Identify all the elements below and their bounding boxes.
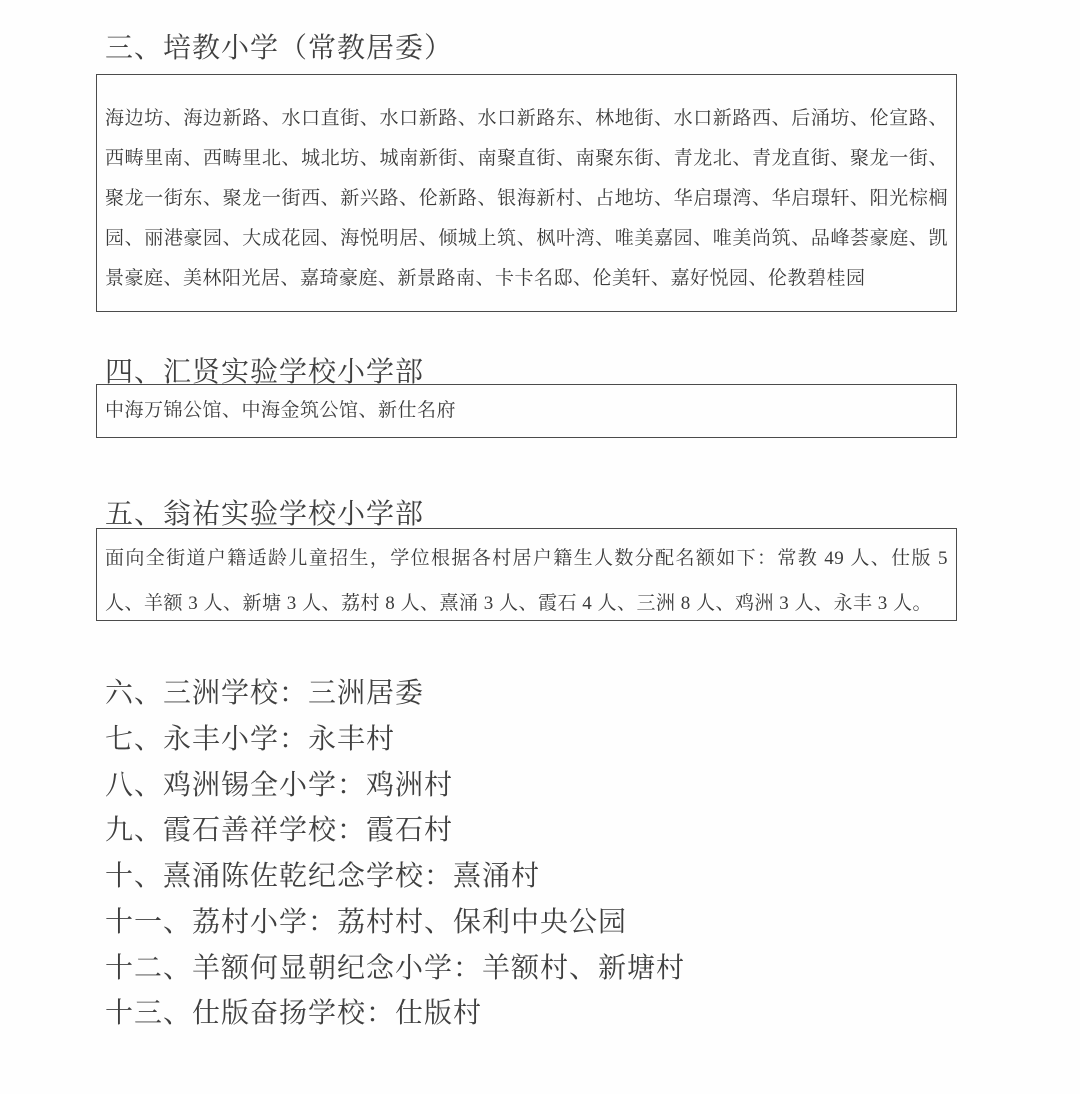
peijiao-district-text: 海边坊、海边新路、水口直街、水口新路、水口新路东、林地街、水口新路西、后涌坊、伦宣路、西畴里南、西畴里北、城北坊、城南新街、南聚直街、南聚东街、青龙北、青龙直街、聚龙一街、聚龙一街东、聚龙一街西、新兴路、伦新路、银海新村、占地坊、华启璟湾、华启璟轩、阳光棕榈园、丽港豪园、大成花园、海悦明居、倾城上筑、枫叶湾、唯美嘉园、唯美尚筑、品峰荟豪庭、凯景豪庭、美林阳光居、嘉琦豪庭、新景路南、卡卡名邸、伦美轩、嘉好悦园、伦教碧桂园 [105,108,948,289]
huixian-district-box [96,384,957,438]
section-heading-wengyou-experimental-school: 五、翁祐实验学校小学部 [105,499,425,530]
list-item-xiyong-chenzuoqian-memorial-school: 十、熹涌陈佐乾纪念学校：熹涌村 [105,861,541,892]
wengyou-quota-text: 面向全街道户籍适龄儿童招生，学位根据各村居户籍生人数分配名额如下：常教 49 人、仕版 5 人、羊额 3 人、新塘 3 人、荔村 8 人、熹涌 3 人、霞石 4 人、三洲 8 人、鸡洲 3 人、永丰 3 人。 [105,548,948,614]
list-item-yange-hexianchao-memorial-primary: 十二、羊额何显朝纪念小学：羊额村、新塘村 [105,953,686,984]
list-item-shiban-fenyang-school: 十三、仕版奋扬学校：仕版村 [105,998,483,1029]
list-item-yongfeng-primary: 七、永丰小学：永丰村 [105,724,396,755]
section-heading-huixian-experimental-school: 四、汇贤实验学校小学部 [105,357,425,388]
wengyou-quota-box [96,528,957,621]
list-item-sanzhou-school: 六、三洲学校：三洲居委 [105,678,425,709]
list-item-jizhou-xiquan-primary: 八、鸡洲锡全小学：鸡洲村 [105,770,454,801]
peijiao-district-box [96,74,957,312]
list-item-xiashi-shanxiang-school: 九、霞石善祥学校：霞石村 [105,815,454,846]
huixian-district-text: 中海万锦公馆、中海金筑公馆、新仕名府 [105,400,457,421]
list-item-licun-primary: 十一、荔村小学：荔村村、保利中央公园 [105,907,628,938]
section-heading-peijiao-primary: 三、培教小学（常教居委） [105,33,454,64]
